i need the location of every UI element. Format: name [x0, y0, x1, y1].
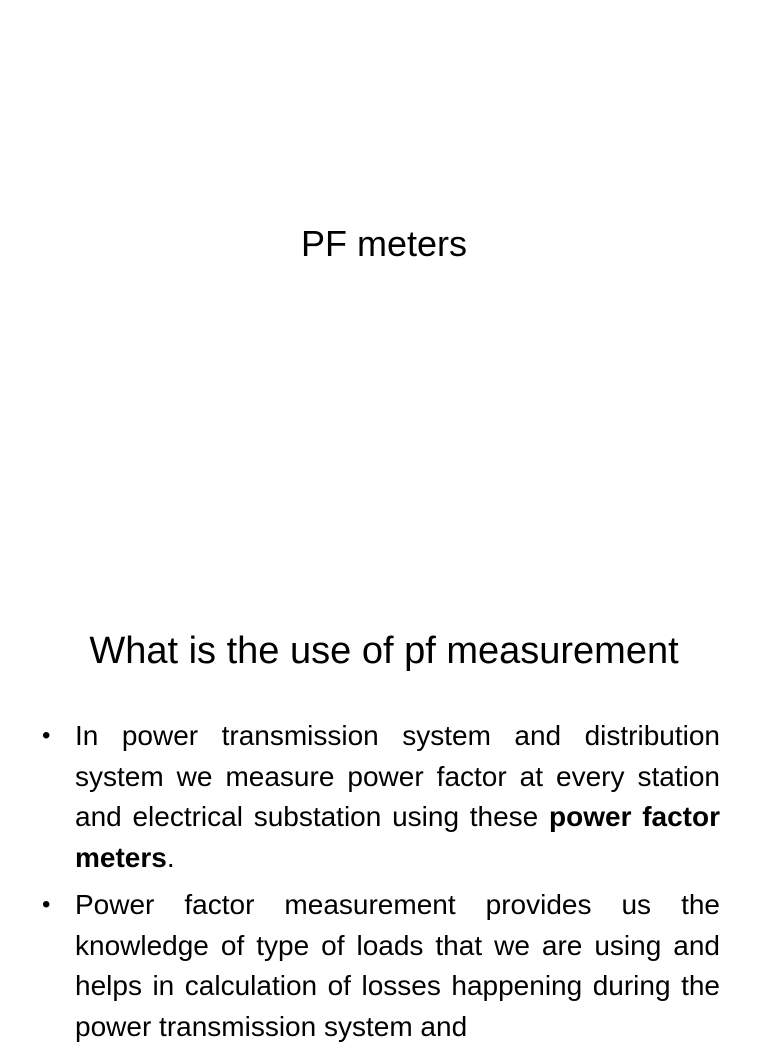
bullet-dot-icon: • [42, 722, 51, 749]
bullet-tail: . [166, 841, 175, 873]
bullet-list [42, 716, 720, 1054]
slide-heading: What is the use of pf measurement [89, 630, 679, 672]
slide-title: PF meters [300, 223, 468, 264]
bullet-bold-text: power factor meters [75, 801, 721, 873]
bullet-text: In power transmission system and distribution system we measure power factor at every station and electrical substation using these [75, 720, 720, 832]
content-slide [0, 576, 768, 1042]
bullet-dot-icon: • [42, 891, 51, 918]
bullet-text: Power factor measurement provides us the knowledge of type of loads that we are using and helps in calculation of losses happening during the power transmission system and [75, 889, 720, 1042]
bullet-item-2 [42, 885, 720, 1047]
bullet-item-1 [42, 716, 720, 878]
